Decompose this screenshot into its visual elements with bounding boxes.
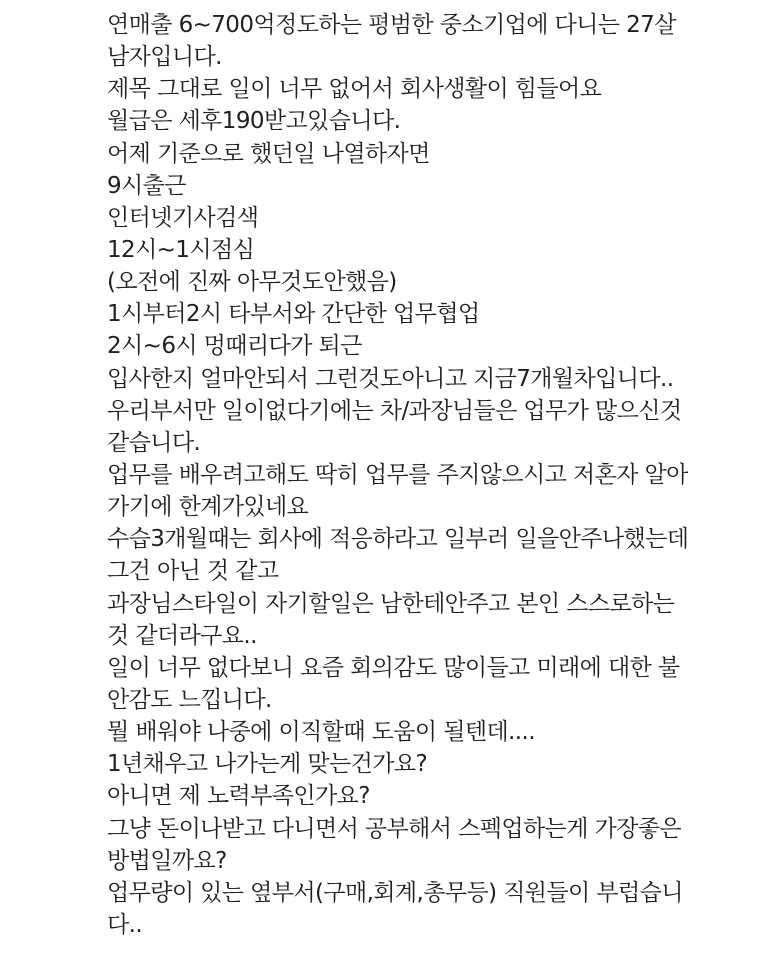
post-line: 남자입니다. bbox=[107, 44, 222, 71]
post-line: 우리부서만 일이없다기에는 차/과장님들은 업무가 많으신것 bbox=[107, 397, 682, 424]
post-line: 과장님스타일이 자기할일은 남한테안주고 본인 스스로하는 bbox=[107, 590, 675, 617]
post-line: 1시부터2시 타부서와 간단한 업무협업 bbox=[107, 301, 480, 328]
post-line: 아니면 제 노력부족인가요? bbox=[107, 783, 370, 810]
post-body bbox=[107, 9, 772, 941]
post-line: 2시~6시 멍때리다가 퇴근 bbox=[107, 333, 362, 360]
post-line: 일이 너무 없다보니 요즘 회의감도 많이들고 미래에 대한 불 bbox=[107, 654, 680, 681]
post-line: 12시~1시점심 bbox=[107, 236, 255, 263]
post-line: 방법일까요? bbox=[107, 847, 227, 874]
post-line: 다.. bbox=[107, 911, 143, 938]
post-line: 월급은 세후190받고있습니다. bbox=[107, 108, 401, 135]
post-line: 업무량이 있는 옆부서(구매,회계,총무등) 직원들이 부럽습니 bbox=[107, 879, 683, 906]
post-line: 가기에 한계가있네요 bbox=[107, 494, 309, 521]
post-line: 어제 기준으로 했던일 나열하자면 bbox=[107, 140, 430, 167]
post-line: 그건 아닌 것 같고 bbox=[107, 558, 279, 585]
post-line: 업무를 배우려고해도 딱히 업무를 주지않으시고 저혼자 알아 bbox=[107, 461, 688, 488]
post-line: 제목 그대로 일이 너무 없어서 회사생활이 힘들어요 bbox=[107, 76, 602, 103]
post-line: 입사한지 얼마안되서 그런것도아니고 지금7개월차입니다.. bbox=[107, 365, 674, 392]
post-line: 9시출근 bbox=[107, 172, 186, 199]
post-line: (오전에 진짜 아무것도안했음) bbox=[107, 269, 397, 296]
post-line: 그냥 돈이나받고 다니면서 공부해서 스펙업하는게 가장좋은 bbox=[107, 815, 682, 842]
post-line: 연매출 6~700억정도하는 평범한 중소기업에 다니는 27살 bbox=[107, 12, 676, 38]
post-line: 뭘 배워야 나중에 이직할때 도움이 될텐데.... bbox=[107, 719, 535, 746]
post-line: 인터넷기사검색 bbox=[107, 204, 259, 231]
post-line: 안감도 느낍니다. bbox=[107, 686, 272, 713]
post-line: 같습니다. bbox=[107, 429, 201, 456]
post-line: 수습3개월때는 회사에 적응하라고 일부러 일을안주나했는데 bbox=[107, 526, 689, 553]
post-line: 1년채우고 나가는게 맞는건가요? bbox=[107, 751, 428, 778]
post-line: 것 같더라구요.. bbox=[107, 622, 257, 649]
